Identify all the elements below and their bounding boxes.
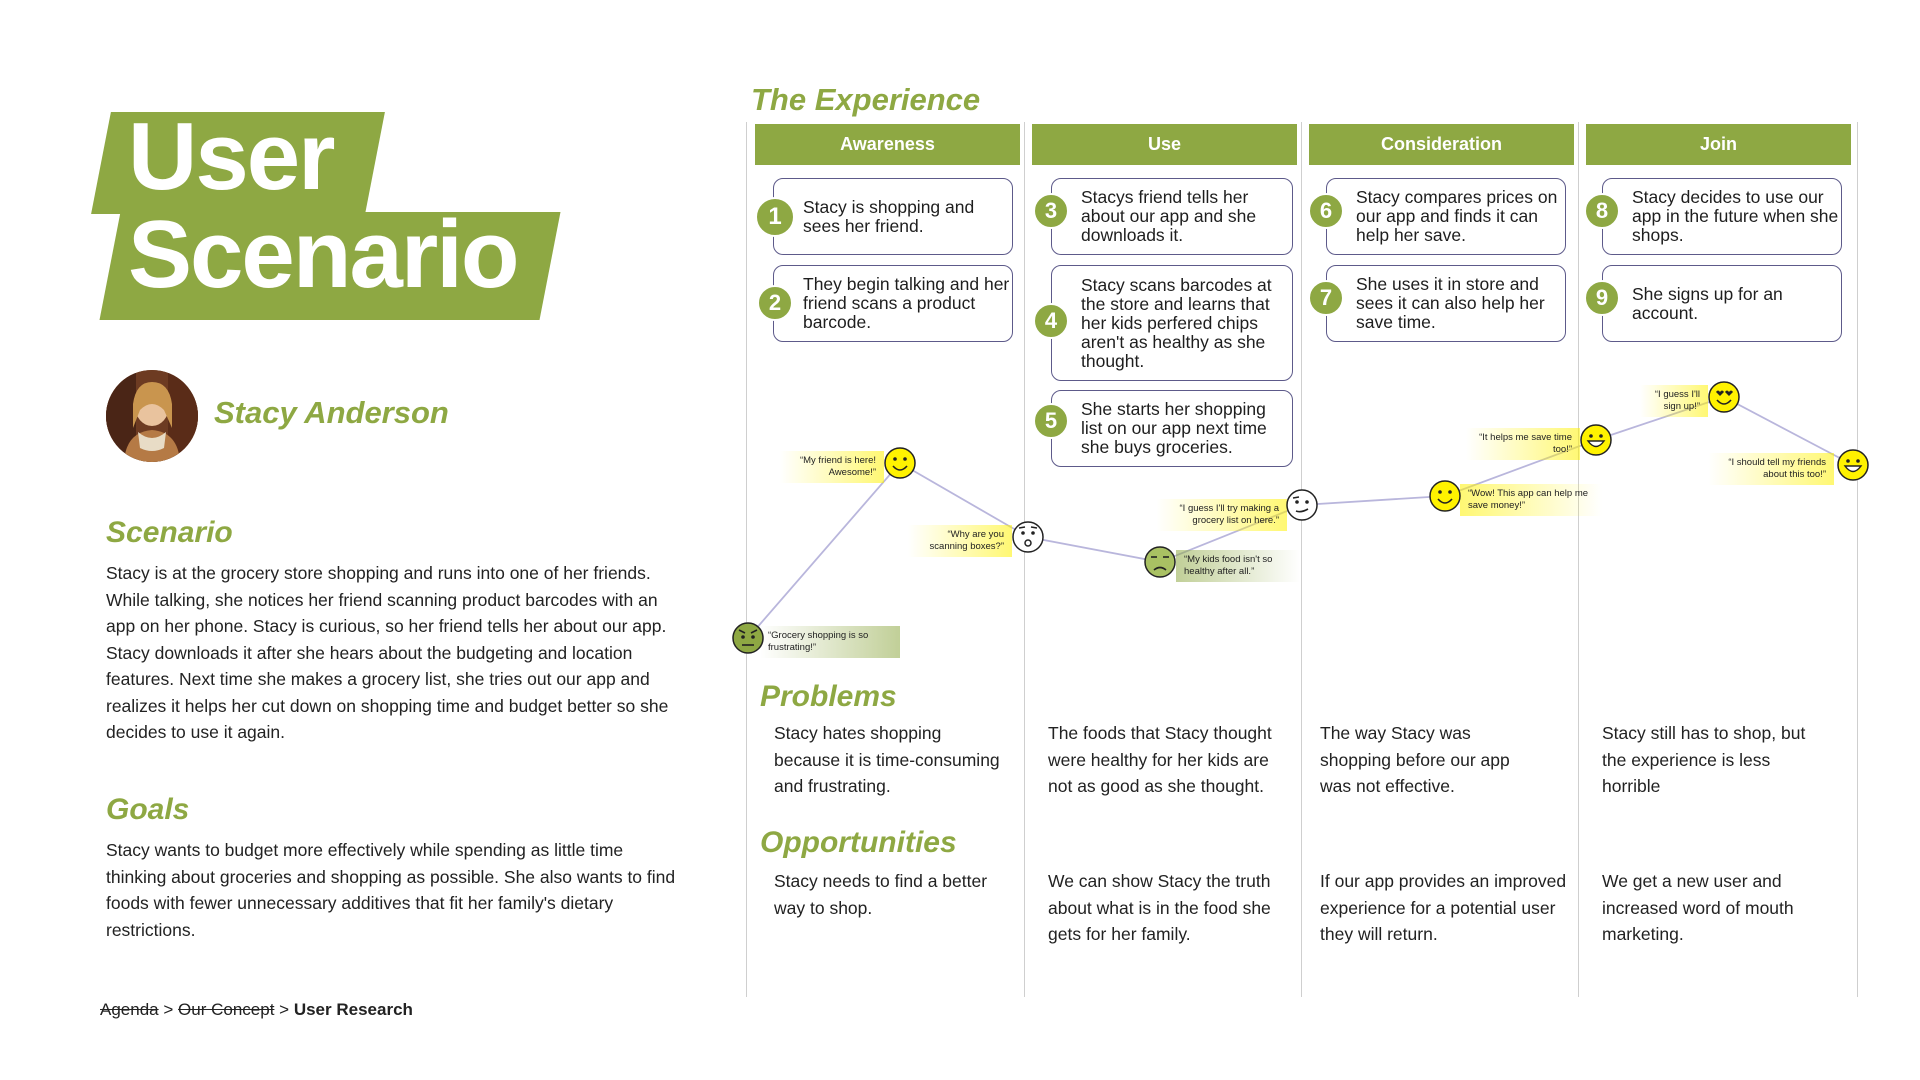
step-number: 6 [1308,193,1344,229]
title-line-1: User [128,103,334,210]
quote-bubble: “Wow! This app can help me save money!” [1460,484,1602,516]
breadcrumb-our-concept[interactable]: Our Concept [178,1000,275,1019]
problem-item: Stacy hates shopping because it is time-consuming and frustrating. [774,723,1000,796]
step-number: 2 [757,285,793,321]
experience-heading: The Experience [751,82,981,117]
opportunities-heading: Opportunities [760,826,957,859]
step-text: Stacy decides to use our app in the future when she shops. [1632,187,1839,245]
quote-bubble: “It helps me save time too!” [1466,428,1580,460]
step-number: 8 [1584,193,1620,229]
goals-heading: Goals [106,793,190,826]
step-text: Stacys friend tells her about our app and she downloads it. [1081,187,1257,245]
stage-use: Use [1032,124,1297,165]
opportunity-item: If our app provides an improved experience for a potential user they will return. [1320,871,1567,944]
problems-heading: Problems [760,680,897,713]
step-text: She starts her shopping list on our app next time she buys groceries. [1081,399,1267,457]
quote-bubble: “Why are you scanning boxes?” [908,525,1012,557]
surprised-face-icon [1013,522,1043,552]
happy-face-icon [1430,481,1460,511]
step-number: 5 [1033,403,1069,439]
scenario-heading: Scenario [106,516,233,549]
scenario-text: Stacy is at the grocery store shopping and runs into one of her friends. While talking, she notices her friend scanning product barcodes with an app on her phone. Stacy is curious, so her friend tells her about our app. Stacy downloads it after she hears about the budgeting and location features. Next time she makes a grocery list, she tries out our app and realizes it helps her cut down on shopping time and budget better so she decides to use it again. [106,563,669,742]
grinning-face-icon [1581,425,1611,455]
breadcrumb-separator: > [163,1000,174,1019]
goals-text: Stacy wants to budget more effectively while spending as little time thinking about groceries and shopping as possible. She also wants to find foods with fewer unnecessary additives that fit her family's dietary restrictions. [106,840,676,940]
breadcrumb-current: User Research [293,1000,413,1019]
step-number: 9 [1584,280,1620,316]
step-text: They begin talking and her friend scans a product barcode. [803,274,1010,332]
step-number: 3 [1033,193,1069,229]
persona-name: Stacy Anderson [214,395,449,430]
quote-bubble: “I guess I'll try making a grocery list on here.” [1156,499,1287,531]
angry-face-icon [733,623,763,653]
step-number: 4 [1033,303,1069,339]
step-number: 1 [755,197,795,237]
title-line-2: Scenario [128,201,518,308]
quote-bubble: “My friend is here! Awesome!” [780,451,884,483]
happy-face-icon [885,448,915,478]
quote-bubble: “I guess I'll sign up!” [1640,385,1708,417]
quote-bubble: “Grocery shopping is so frustrating!” [760,626,900,658]
stage-awareness: Awareness [755,124,1020,165]
step-text: Stacy compares prices on our app and finds it can help her save. [1356,187,1558,245]
stage-join: Join [1586,124,1851,165]
opportunity-item: Stacy needs to find a better way to shop. [774,871,988,918]
step-text: Stacy scans barcodes at the store and learns that her kids perfered chips aren't as healthy as she thought. [1081,274,1272,371]
stage-consideration: Consideration [1309,124,1574,165]
happy-face-icon [1838,450,1868,480]
step-text: She uses it in store and sees it can also help her save time. [1356,274,1545,332]
step-number: 7 [1308,280,1344,316]
step-text: She signs up for an account. [1632,283,1783,323]
disappointed-face-icon [1145,547,1175,577]
breadcrumb-separator: > [279,1000,290,1019]
quote-bubble: “My kids food isn't so healthy after all.” [1176,550,1300,582]
quote-bubble: “I should tell my friends about this too!” [1708,453,1834,485]
skeptical-face-icon [1287,490,1317,520]
breadcrumb-agenda[interactable]: Agenda [100,1000,159,1019]
problem-item: The foods that Stacy thought were healthy for her kids are not as good as she thought. [1048,723,1272,796]
step-text: Stacy is shopping and sees her friend. [803,196,975,236]
opportunity-item: We can show Stacy the truth about what is in the food she gets for her family. [1048,871,1271,944]
heart-eyes-face-icon [1709,382,1739,412]
problem-item: Stacy still has to shop, but the experience is less horrible [1602,723,1806,796]
problem-item: The way Stacy was shopping before our app was not effective. [1320,723,1510,796]
opportunity-item: We get a new user and increased word of mouth marketing. [1602,871,1794,944]
